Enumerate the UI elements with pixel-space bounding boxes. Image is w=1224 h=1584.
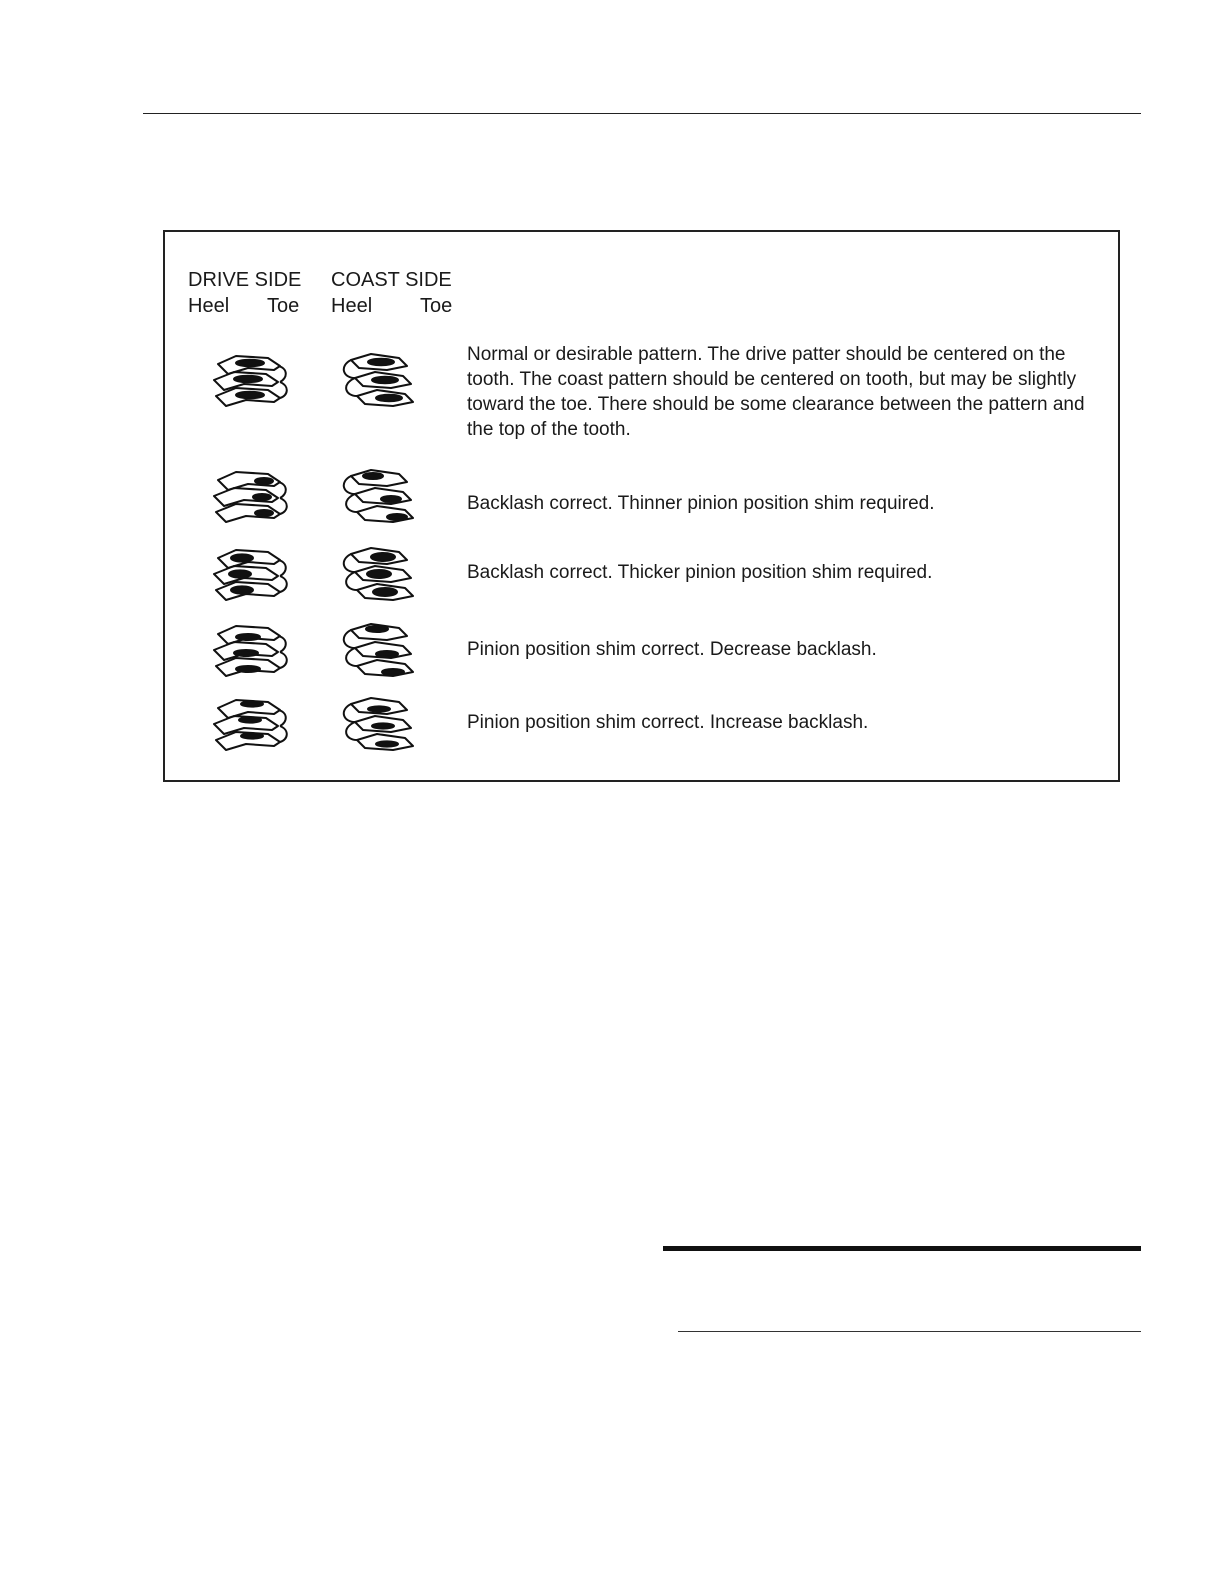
drive-gear-tooth-icon [208,540,294,610]
coast-side-heading: COAST SIDE [331,269,452,291]
header-rule [143,113,1141,114]
drive-gear-tooth-icon [208,690,294,760]
section-divider-thin [678,1331,1141,1332]
pattern-description: Backlash correct. Thicker pinion position shim required. [467,562,933,583]
coast-heel-label: Heel [331,295,373,317]
drive-gear-tooth-icon [208,616,294,686]
pattern-description: Pinion position shim correct. Increase backlash. [467,712,869,733]
drive-heel-label: Heel [188,295,230,317]
coast-gear-tooth-icon [333,346,419,416]
coast-gear-tooth-icon [333,540,419,610]
pattern-description: Backlash correct. Thinner pinion position shim required. [467,493,935,514]
drive-gear-tooth-icon [208,346,294,416]
tooth-contact-pattern-figure [163,230,1120,782]
drive-gear-tooth-icon [208,462,294,532]
coast-gear-tooth-icon [333,690,419,760]
section-divider-thick [663,1246,1141,1251]
coast-gear-tooth-icon [333,616,419,686]
pattern-description: Normal or desirable pattern. The drive patter should be centered on the tooth. The coast pattern should be centered on tooth, but may be slightly toward the toe. There should be some clearance between the pattern and the top of the tooth. [467,344,1085,440]
pattern-description: Pinion position shim correct. Decrease backlash. [467,639,877,660]
drive-side-heading: DRIVE SIDE [188,269,302,291]
coast-gear-tooth-icon [333,462,419,532]
coast-toe-label: Toe [420,295,453,317]
drive-toe-label: Toe [267,295,300,317]
